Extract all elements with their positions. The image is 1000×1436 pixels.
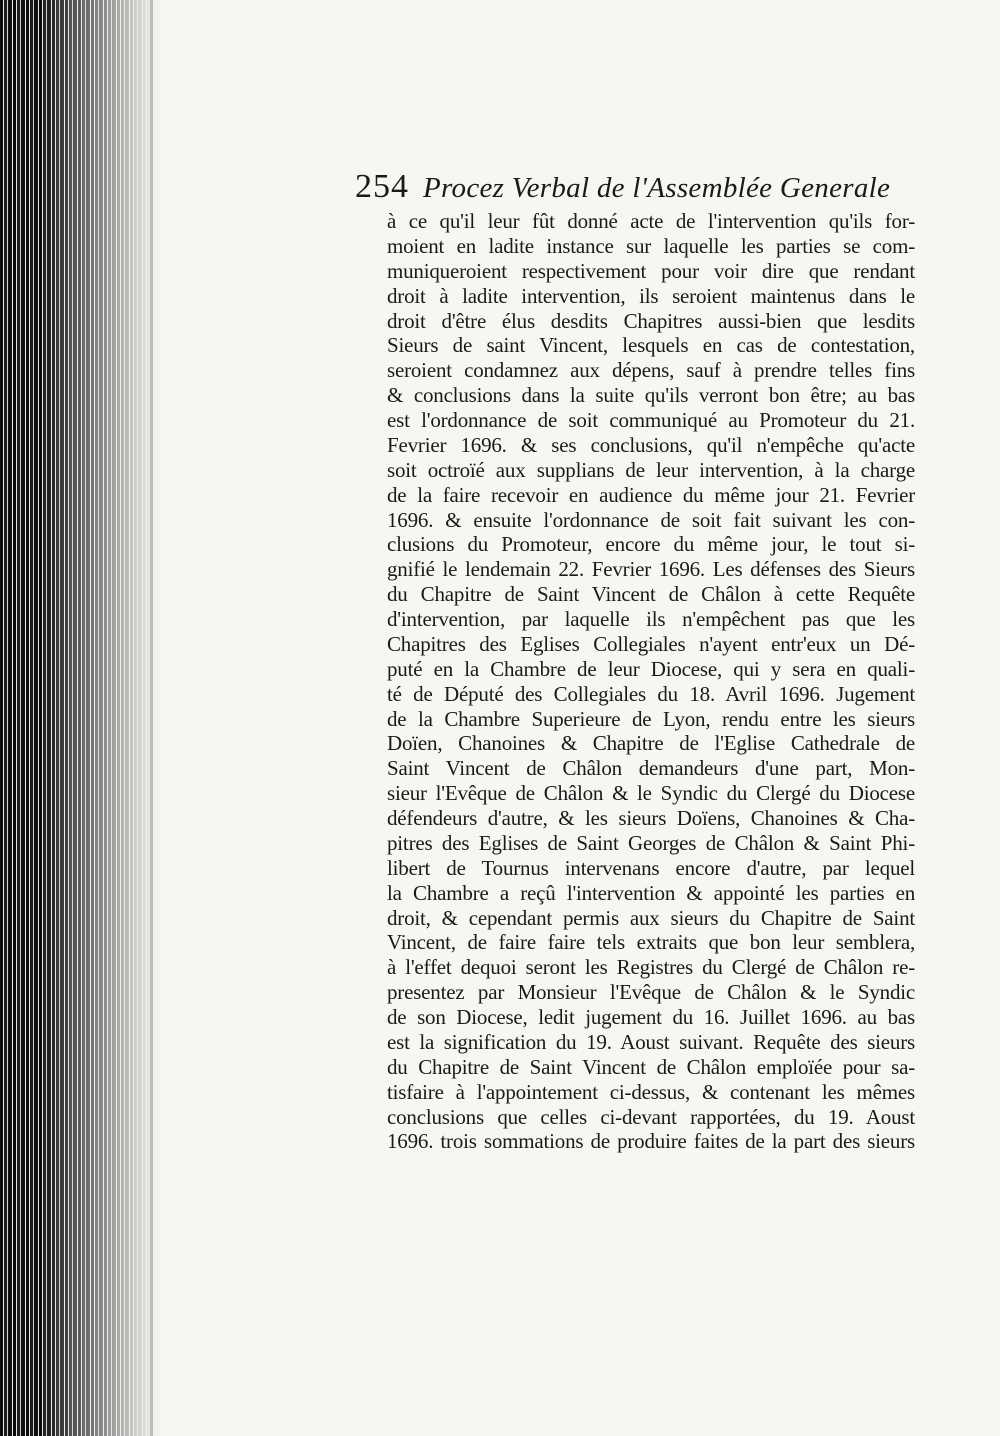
body-text [387, 209, 915, 1154]
text-line: puté en la Chambre de leur Diocese, qui y sera en quali- [387, 656, 915, 681]
text-line: Vincent, de faire faire tels extraits que bon leur semblera, [387, 930, 915, 955]
running-title: Procez Verbal de l'Assemblée Generale [423, 172, 891, 204]
text-line: seroient condamnez aux dépens, sauf à prendre telles fins [387, 358, 915, 383]
text-line: à l'effet dequoi seront les Registres du Clergé de Châlon re- [387, 955, 915, 980]
text-line: la Chambre a reçû l'intervention & appointé les parties en [387, 880, 915, 905]
text-line: presentez par Monsieur l'Evêque de Châlon & le Syndic [387, 980, 915, 1005]
text-line: té de Député des Collegiales du 18. Avril 1696. Jugement [387, 681, 915, 706]
text-line: Sieurs de saint Vincent, lesquels en cas de contestation, [387, 333, 915, 358]
text-line: moient en ladite instance sur laquelle les parties se com- [387, 233, 915, 258]
text-line: est l'ordonnance de soit communiqué au Promoteur du 21. [387, 408, 915, 432]
text-line: Fevrier 1696. & ses conclusions, qu'il n'empêche qu'acte [387, 432, 915, 457]
text-line: soit octroïé aux supplians de leur intervention, à la charge [387, 457, 915, 482]
text-line: de la Chambre Superieure de Lyon, rendu entre les sieurs [387, 706, 915, 731]
text-line: Doïen, Chanoines & Chapitre de l'Eglise Cathedrale de [387, 731, 915, 756]
text-line: du Chapitre de Saint Vincent de Châlon à cette Requête [387, 582, 915, 607]
text-line: du Chapitre de Saint Vincent de Châlon emploïée pour sa- [387, 1054, 915, 1079]
text-line: est la signification du 19. Aoust suivant. Requête des sieurs [387, 1029, 915, 1054]
text-line: pitres des Eglises de Saint Georges de Châlon & Saint Phi- [387, 830, 915, 855]
text-line: défendeurs d'autre, & les sieurs Doïens, Chanoines & Cha- [387, 806, 915, 830]
page-number: 254 [355, 168, 409, 205]
binding-shadow [40, 0, 155, 1436]
text-line: de son Diocese, ledit jugement du 16. Juillet 1696. au bas [387, 1005, 915, 1029]
text-line: conclusions que celles ci-devant rapportées, du 19. Aoust [387, 1104, 915, 1129]
text-line: Chapitres des Eglises Collegiales n'ayent entr'eux un Dé- [387, 631, 915, 656]
text-line: muniqueroient respectivement pour voir dire que rendant [387, 258, 915, 283]
text-line: clusions du Promoteur, encore du même jour, le tout si- [387, 532, 915, 557]
text-line: 1696. trois sommations de produire faites de la part des sieurs [387, 1129, 915, 1154]
text-line: libert de Tournus intervenans encore d'autre, par lequel [387, 855, 915, 880]
text-line: sieur l'Evêque de Châlon & le Syndic du Clergé du Diocese [387, 781, 915, 806]
text-line: à ce qu'il leur fût donné acte de l'intervention qu'ils for- [387, 209, 915, 233]
text-line: gnifié le lendemain 22. Fevrier 1696. Les défenses des Sieurs [387, 557, 915, 582]
text-line: d'intervention, par laquelle ils n'empêchent pas que les [387, 607, 915, 631]
text-line: de la faire recevoir en audience du même jour 21. Fevrier [387, 482, 915, 507]
text-line: 1696. & ensuite l'ordonnance de soit fait suivant les con- [387, 507, 915, 532]
text-line: droit d'être élus desdits Chapitres aussi-bien que lesdits [387, 308, 915, 333]
text-line: & conclusions dans la suite qu'ils verront bon être; au bas [387, 383, 915, 408]
text-line: Saint Vincent de Châlon demandeurs d'une part, Mon- [387, 756, 915, 781]
text-line: droit à ladite intervention, ils seroient maintenus dans le [387, 283, 915, 308]
page-edge [150, 0, 153, 1436]
text-line: droit, & cependant permis aux sieurs du Chapitre de Saint [387, 905, 915, 930]
text-line: tisfaire à l'appointement ci-dessus, & contenant les mêmes [387, 1079, 915, 1104]
